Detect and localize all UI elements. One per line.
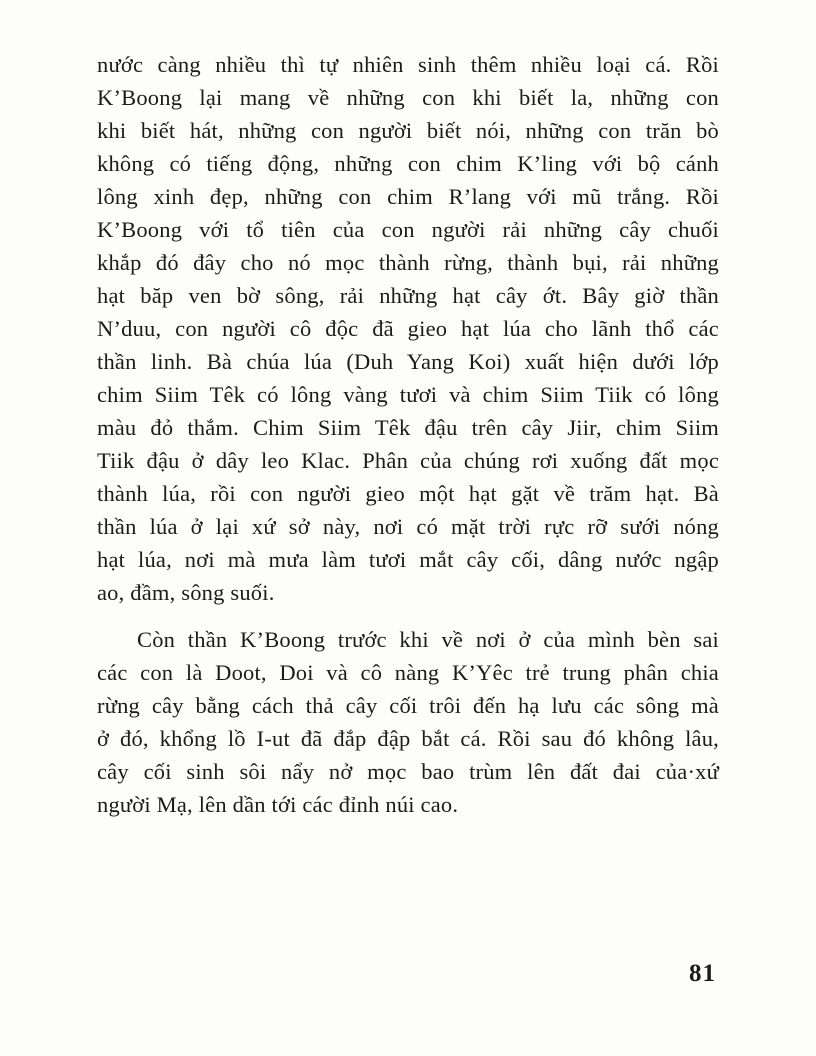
text-line: các con là Doot, Doi và cô nàng K’Yêc trẻ trung phân chia (97, 660, 719, 685)
text-line: chim Siim Têk có lông vàng tươi và chim Siim Tiik có lông (97, 382, 719, 407)
text-line: hạt băp ven bờ sông, rải những hạt cây ớt. Bây giờ thần (97, 283, 719, 308)
paragraph-continuation (97, 48, 719, 609)
text-line: lông xinh đẹp, những con chim R’lang với mũ trắng. Rồi (97, 184, 719, 209)
text-line: nước càng nhiều thì tự nhiên sinh thêm nhiều loại cá. Rồi (97, 52, 719, 77)
text-line: N’duu, con người cô độc đã gieo hạt lúa cho lãnh thổ các (97, 316, 719, 341)
text-line: thành lúa, rồi con người gieo một hạt gặt về trăm hạt. Bà (97, 481, 719, 506)
text-line: hạt lúa, nơi mà mưa làm tươi mắt cây cối, dâng nước ngập (97, 547, 719, 572)
text-line: khắp đó đây cho nó mọc thành rừng, thành bụi, rải những (97, 250, 719, 275)
text-line: K’Boong lại mang về những con khi biết la, những con (97, 85, 719, 110)
paragraph-second (97, 623, 719, 821)
text-line: Còn thần K’Boong trước khi về nơi ở của mình bèn sai (137, 627, 719, 652)
text-line: rừng cây bằng cách thả cây cối trôi đến hạ lưu các sông mà (97, 693, 719, 718)
text-line: người Mạ, lên dần tới các đỉnh núi cao. (97, 792, 459, 817)
text-line: thần lúa ở lại xứ sở này, nơi có mặt trời rực rỡ sưới nóng (97, 514, 719, 539)
text-line: màu đỏ thắm. Chim Siim Têk đậu trên cây Jiir, chim Siim (97, 415, 719, 440)
text-line: khi biết hát, những con người biết nói, những con trăn bò (97, 118, 719, 143)
page-number: 81 (689, 960, 716, 987)
text-line: Tiik đậu ở dây leo Klac. Phân của chúng rơi xuống đất mọc (97, 448, 719, 473)
text-line: K’Boong với tổ tiên của con người rải những cây chuối (97, 217, 719, 242)
text-line: thần linh. Bà chúa lúa (Duh Yang Koi) xuất hiện dưới lớp (97, 349, 719, 374)
text-line: ao, đầm, sông suối. (97, 580, 275, 605)
text-line: không có tiếng động, những con chim K’ling với bộ cánh (97, 151, 719, 176)
text-block (97, 48, 719, 821)
text-line: ở đó, khổng lồ I-ut đã đắp đập bắt cá. Rồi sau đó không lâu, (97, 726, 719, 751)
text-line: cây cối sinh sôi nẩy nở mọc bao trùm lên đất đai của·xứ (97, 759, 719, 784)
